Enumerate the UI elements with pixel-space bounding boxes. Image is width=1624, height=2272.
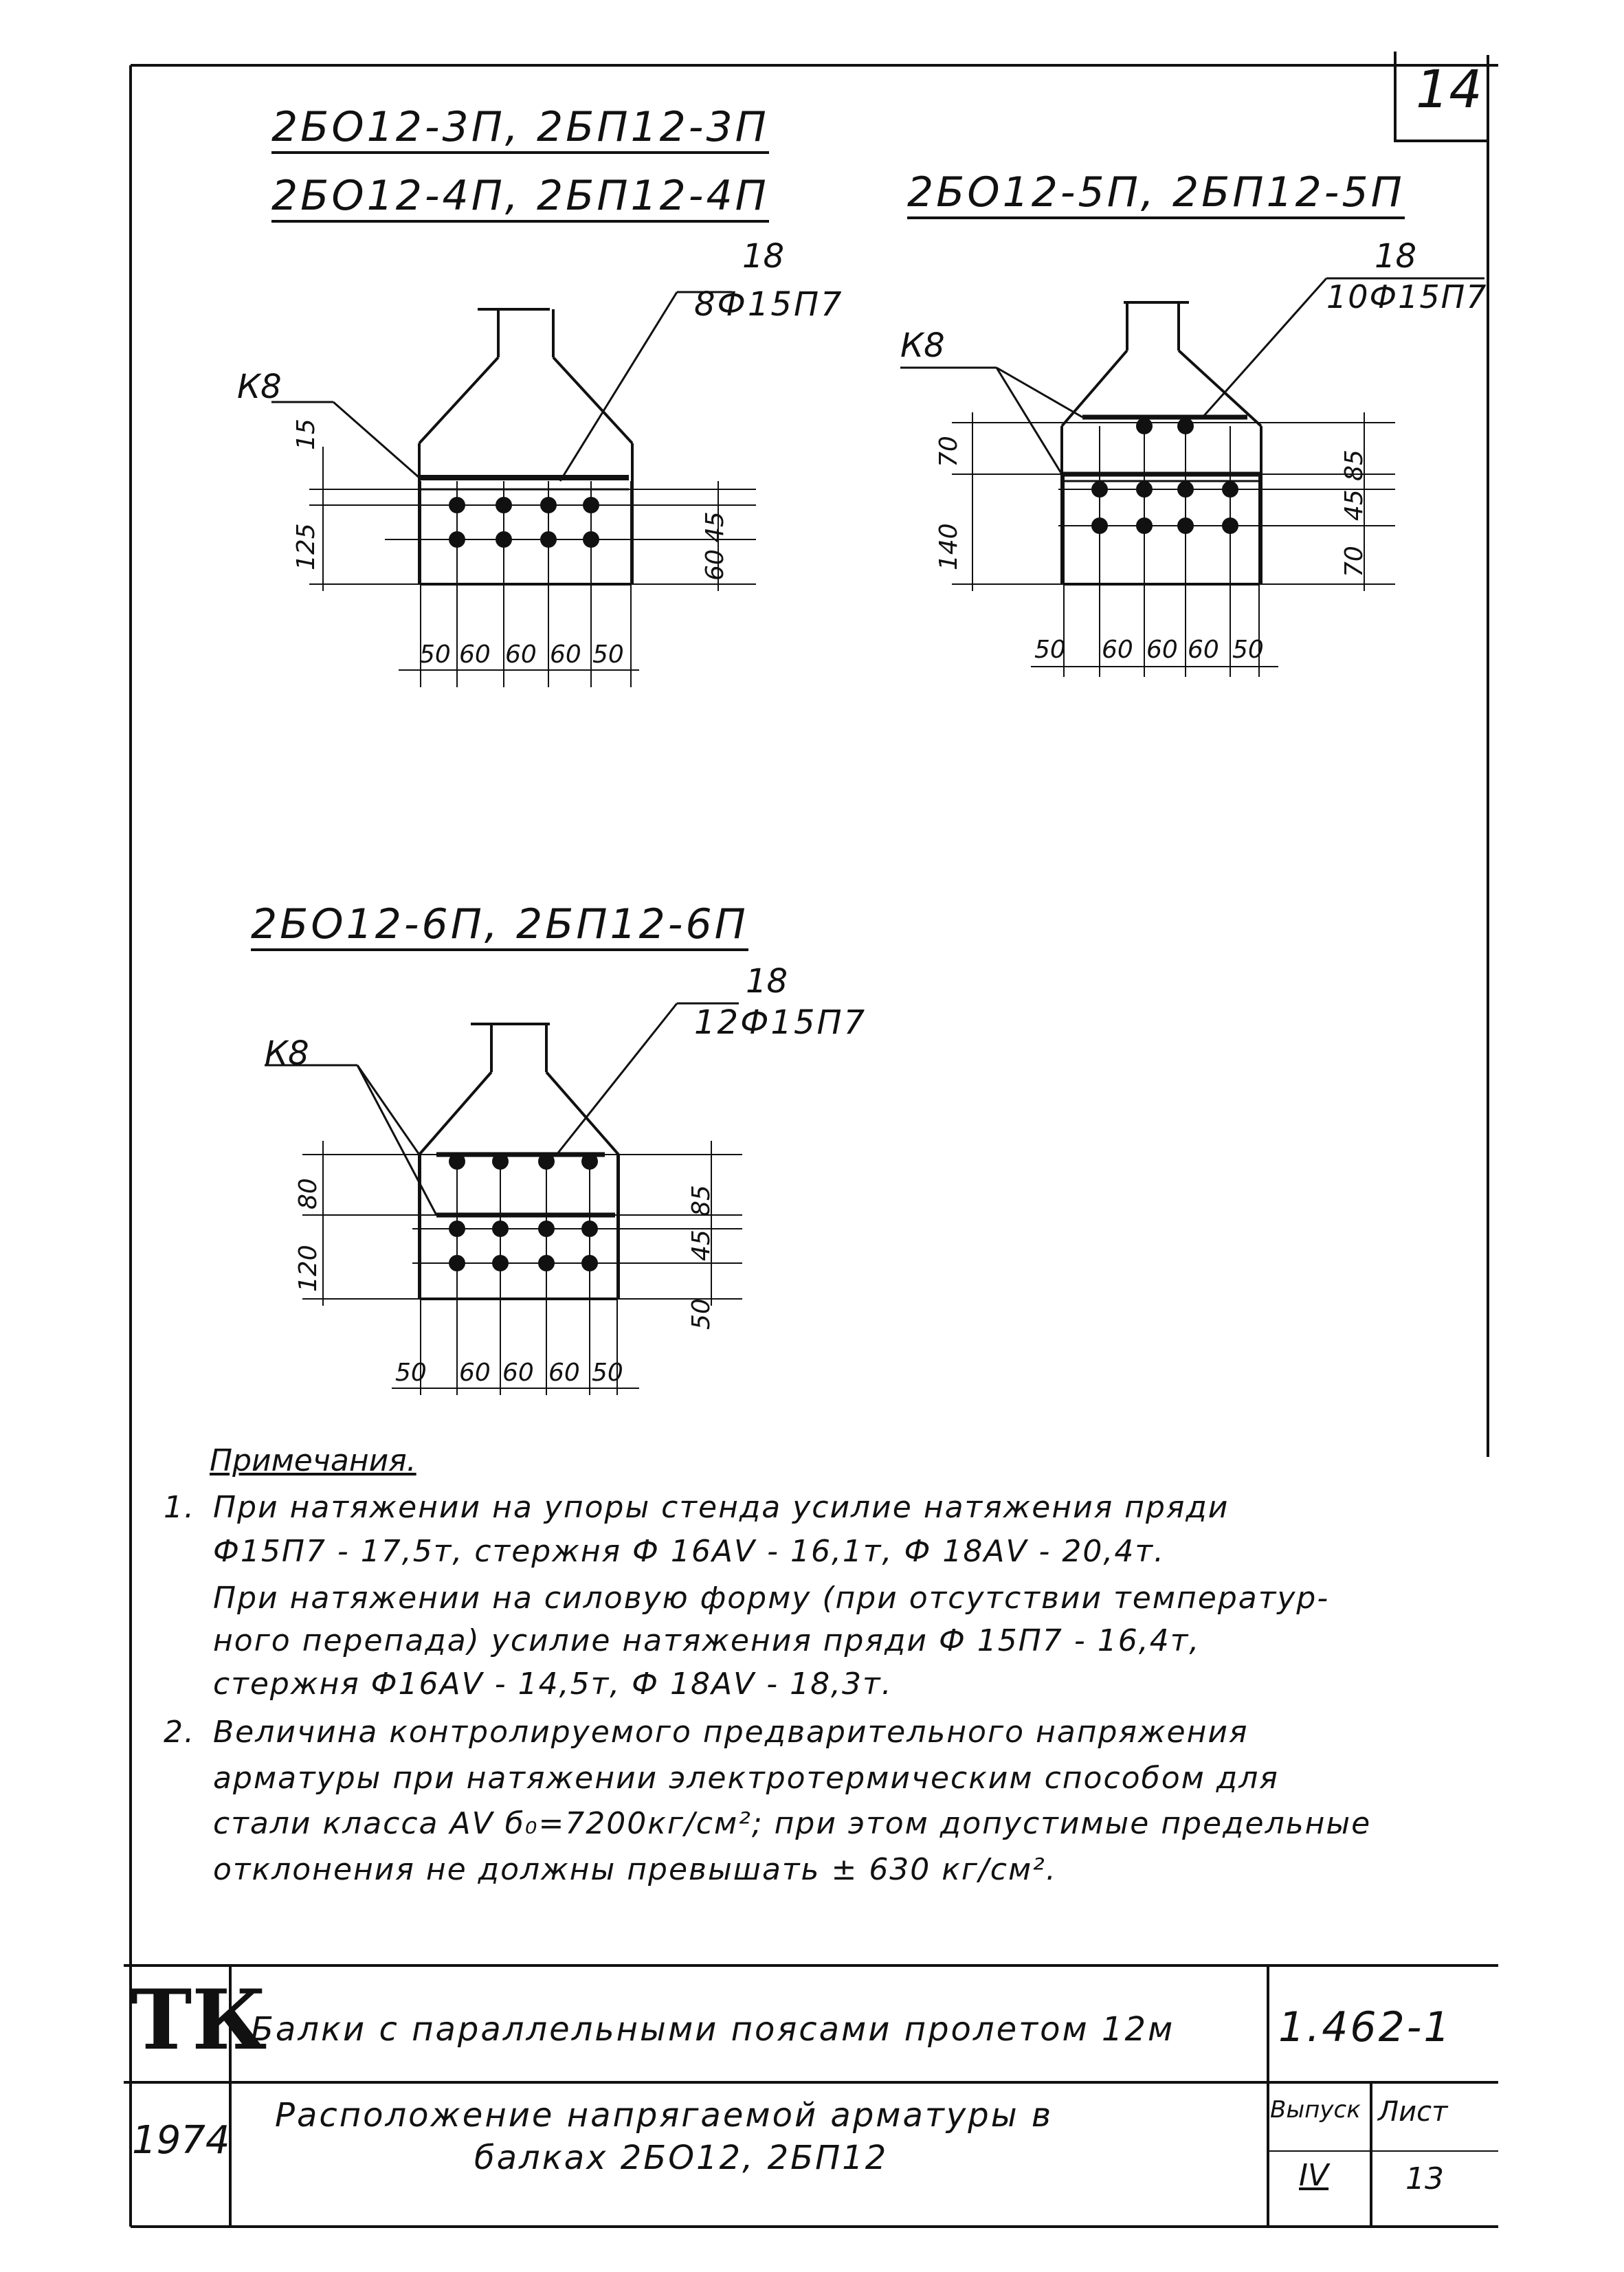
section-3-dim-bottom-4: 60: [548, 1359, 580, 1387]
strand-dot: [1177, 517, 1194, 534]
section-2-dim-left-2: 140: [935, 523, 963, 570]
strand-dot: [583, 531, 599, 548]
note-1-line-3: При натяжении на силовую форму (при отсутствии температур-: [213, 1581, 1330, 1616]
section-2-stirrup-label: К8: [900, 326, 945, 365]
strand-dot: [1222, 481, 1238, 498]
section-1-dim-bottom-5: 50: [592, 641, 624, 669]
section-2-drawing: [900, 278, 1484, 677]
strand-dot: [1091, 481, 1108, 498]
document-code: 1.462-1: [1278, 2003, 1452, 2051]
section-3-dim-right-3: 50: [687, 1298, 715, 1330]
section-3-dim-right-2: 45: [687, 1229, 715, 1261]
section-3-stirrup-label: К8: [265, 1034, 309, 1073]
strand-dot: [1222, 517, 1238, 534]
section-3-dim-left-1: 80: [294, 1178, 322, 1210]
note-2-number: 2.: [164, 1715, 195, 1750]
section-2-dim-right-1: 85: [1340, 449, 1368, 481]
section-2-dim-left-1: 70: [935, 436, 963, 467]
strand-dot: [583, 497, 599, 513]
section-1-dim-bottom-3: 60: [505, 641, 537, 669]
section-1-dim-bottom-1: 50: [419, 641, 451, 669]
strand-dot: [1136, 418, 1153, 434]
section-3-dim-left-2: 120: [294, 1245, 322, 1292]
section-2-title-line-1: 2БО12-5П, 2БП12-5П: [907, 168, 1405, 219]
section-3-strand-label: 18: [746, 962, 788, 1001]
strand-dot: [1136, 481, 1153, 498]
note-2-line-4: отклонения не должны превышать ± 630 кг/см².: [213, 1852, 1057, 1887]
issue-value: IV: [1299, 2158, 1329, 2193]
sheet-label: Лист: [1378, 2096, 1448, 2128]
section-2-strand-spec: 10Ф15П7: [1326, 278, 1488, 315]
note-1-line-4: ного перепада) усилие натяжения пряди Ф 15П7 - 16,4т,: [213, 1623, 1201, 1658]
strand-dot: [540, 531, 557, 548]
section-1-strand-label: 18: [742, 237, 785, 276]
section-3-drawing: [265, 1003, 742, 1395]
strand-dot: [540, 497, 557, 513]
strand-dot: [1091, 517, 1108, 534]
issue-label: Выпуск: [1270, 2096, 1361, 2124]
section-1-dim-left-1: 15: [292, 419, 320, 450]
title-main: Балки с параллельными поясами пролетом 12м: [251, 2010, 1175, 2049]
strand-dot: [449, 1255, 465, 1271]
strand-dot: [1177, 481, 1194, 498]
note-2-line-1: Величина контролируемого предварительного напряжения: [213, 1715, 1249, 1750]
strand-dot: [538, 1221, 555, 1237]
strand-dot: [1136, 517, 1153, 534]
strand-dot: [449, 1153, 465, 1170]
section-3-dim-bottom-2: 60: [459, 1359, 491, 1387]
strand-dot: [449, 1221, 465, 1237]
strand-dot: [538, 1255, 555, 1271]
strand-dot: [492, 1221, 509, 1237]
section-1-drawing: [271, 292, 756, 687]
section-2-dim-bottom-1: 50: [1034, 636, 1066, 664]
strand-dot: [492, 1255, 509, 1271]
notes-title: Примечания.: [210, 1443, 416, 1478]
strand-dot: [496, 497, 512, 513]
section-2-dim-bottom-4: 60: [1188, 636, 1219, 664]
strand-dot: [538, 1153, 555, 1170]
note-2-line-2: арматуры при натяжении электротермическим способом для: [213, 1761, 1279, 1796]
section-3-strands: [449, 1153, 598, 1271]
section-1-stirrup-label: К8: [237, 368, 282, 406]
sheet-value: 13: [1405, 2161, 1444, 2196]
strand-dot: [449, 497, 465, 513]
section-2-dim-right-3: 70: [1340, 546, 1368, 577]
year: 1974: [132, 2118, 230, 2163]
title-sub-line-1: Расположение напрягаемой арматуры в: [275, 2096, 1054, 2135]
strand-dot: [1177, 418, 1194, 434]
section-2-strand-label: 18: [1375, 237, 1417, 276]
note-1-line-5: стержня Ф16АV - 14,5т, Ф 18АV - 18,3т.: [213, 1667, 893, 1702]
section-3-dim-bottom-1: 50: [395, 1359, 427, 1387]
note-2-line-3: стали класса АV б₀=7200кг/см²; при этом допустимые предельные: [213, 1806, 1372, 1841]
section-2-dim-bottom-5: 50: [1232, 636, 1264, 664]
section-3-dim-bottom-5: 50: [592, 1359, 623, 1387]
note-1-line-1: При натяжении на упоры стенда усилие натяжения пряди: [213, 1490, 1230, 1525]
section-3-title-line-1: 2БО12-6П, 2БП12-6П: [251, 900, 748, 951]
section-1-strand-spec: 8Ф15П7: [694, 285, 844, 324]
section-1-title-line-2: 2БО12-4П, 2БП12-4П: [271, 172, 769, 223]
section-2-dim-bottom-2: 60: [1102, 636, 1133, 664]
section-1-dim-right-1: 45: [701, 511, 729, 543]
note-1-number: 1.: [164, 1490, 195, 1525]
section-1-dim-right-2: 60: [701, 549, 729, 581]
title-sub-line-2: балках 2БО12, 2БП12: [474, 2139, 889, 2177]
strand-dot: [581, 1153, 598, 1170]
tk-logo: ТК: [131, 1972, 267, 2069]
sheet-number: 14: [1416, 58, 1482, 120]
section-2-dim-bottom-3: 60: [1146, 636, 1178, 664]
strand-dot: [496, 531, 512, 548]
section-3-dim-bottom-3: 60: [502, 1359, 534, 1387]
section-1-title-line-1: 2БО12-3П, 2БП12-3П: [271, 103, 769, 154]
strand-dot: [492, 1153, 509, 1170]
section-3-strand-spec: 12Ф15П7: [694, 1003, 867, 1042]
note-1-line-2: Ф15П7 - 17,5т, стержня Ф 16АV - 16,1т, Ф 18АV - 20,4т.: [213, 1534, 1166, 1569]
section-3-dim-right-1: 85: [687, 1185, 715, 1216]
section-2-dim-right-2: 45: [1340, 489, 1368, 521]
strand-dot: [581, 1221, 598, 1237]
section-1-dim-bottom-2: 60: [459, 641, 491, 669]
strand-dot: [581, 1255, 598, 1271]
section-1-dim-left-2: 125: [292, 523, 320, 570]
section-1-dim-bottom-4: 60: [550, 641, 581, 669]
strand-dot: [449, 531, 465, 548]
